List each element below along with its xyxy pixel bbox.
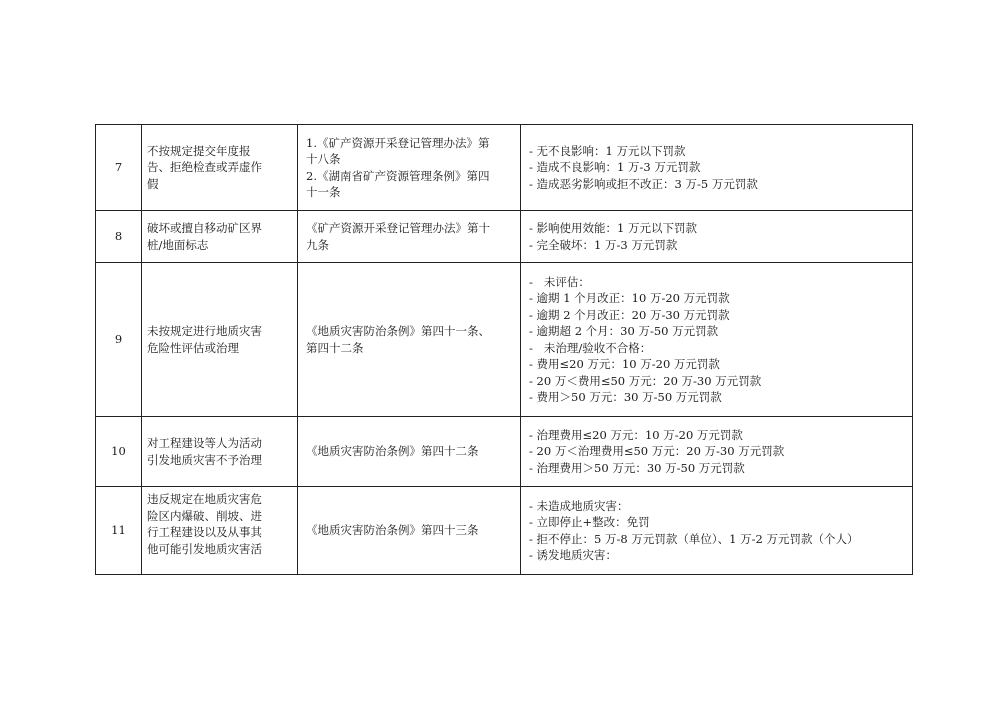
- legal-basis: [298, 417, 521, 487]
- penalty-line: - 影响使用效能：1 万元以下罚款: [529, 221, 698, 235]
- row-number: 8: [96, 211, 142, 263]
- violation-description: [142, 211, 298, 263]
- penalty-line: - 治理费用≤20 万元：10 万-20 万元罚款: [529, 427, 743, 442]
- legal-basis: [298, 211, 521, 263]
- row-number: 10: [96, 417, 142, 487]
- penalty-line: - 拒不停止：5 万-8 万元罚款（单位）、1 万-2 万元罚款（个人）: [529, 531, 859, 546]
- legal-basis: [298, 263, 521, 417]
- penalty-line: - 20 万＜费用≤50 万元：20 万-30 万元罚款: [529, 373, 762, 388]
- penalty-line: - 费用≤20 万元：10 万-20 万元罚款: [529, 357, 720, 371]
- legal-basis: [298, 125, 521, 211]
- legal-basis-text: 《矿产资源开采登记管理办法》第十 九条: [306, 221, 490, 252]
- legal-basis-text: 《地质灾害防治条例》第四十二条: [306, 444, 479, 459]
- legal-basis: [298, 487, 521, 575]
- penalty-line: - 逾期 2 个月改正：20 万-30 万元罚款: [529, 307, 730, 322]
- penalty-line: - 20 万＜治理费用≤50 万元：20 万-30 万元罚款: [529, 444, 785, 459]
- row-number: 9: [96, 263, 142, 417]
- violation-text: 破坏或擅自移动矿区界 桩/地面标志: [147, 221, 262, 252]
- violation-description: [142, 417, 298, 487]
- penalty-standard: [521, 417, 913, 487]
- penalty-line: - 造成恶劣影响或拒不改正：3 万-5 万元罚款: [529, 176, 758, 191]
- row-number: 11: [96, 487, 142, 575]
- violation-text: 对工程建设等人为活动 引发地质灾害不予治理: [147, 436, 262, 467]
- legal-basis-text: 《地质灾害防治条例》第四十一条、 第四十二条: [306, 324, 490, 355]
- violation-description: [142, 263, 298, 417]
- penalty-line: - 未评估：: [529, 274, 590, 289]
- violation-description: [142, 125, 298, 211]
- penalty-line: - 造成不良影响：1 万-3 万元罚款: [529, 160, 701, 175]
- penalty-line: - 无不良影响：1 万元以下罚款: [529, 143, 686, 158]
- penalty-line: - 未治理/验收不合格：: [529, 340, 652, 355]
- violation-text: 未按规定进行地质灾害 危险性评估或治理: [147, 324, 262, 355]
- table-row: [96, 263, 913, 417]
- violation-text: 违反规定在地质灾害危 险区内爆破、削坡、进 行工程建设以及从事其 他可能引发地质灾害活: [147, 492, 262, 556]
- row-number: 7: [96, 125, 142, 211]
- penalty-standard: [521, 125, 913, 211]
- penalty-line: - 逾期 1 个月改正：10 万-20 万元罚款: [529, 291, 730, 305]
- legal-basis-text: 《地质灾害防治条例》第四十三条: [306, 523, 479, 538]
- violation-text: 不按规定提交年度报 告、拒绝检查或弄虚作 假: [147, 143, 262, 191]
- penalty-line: - 费用＞50 万元：30 万-50 万元罚款: [529, 390, 722, 404]
- violation-description: [142, 487, 298, 575]
- penalty-line: - 立即停止+整改：免罚: [529, 515, 650, 529]
- penalty-line: - 未造成地质灾害：: [529, 498, 629, 513]
- penalty-line: - 完全破坏：1 万-3 万元罚款: [529, 237, 678, 252]
- table-row: [96, 125, 913, 211]
- penalty-standard: [521, 263, 913, 417]
- table-row: [96, 487, 913, 575]
- table-row: [96, 417, 913, 487]
- table-row: [96, 211, 913, 263]
- penalty-line: - 逾期超 2 个月：30 万-50 万元罚款: [529, 324, 719, 338]
- legal-basis-text: 1.《矿产资源开采登记管理办法》第 十八条 2.《湖南省矿产资源管理条例》第四 十一条: [306, 135, 490, 199]
- penalty-standard: [521, 211, 913, 263]
- penalty-standard: [521, 487, 913, 575]
- penalty-line: - 治理费用＞50 万元：30 万-50 万元罚款: [529, 460, 745, 475]
- penalty-line: - 诱发地质灾害：: [529, 548, 618, 562]
- penalty-table: [95, 124, 913, 575]
